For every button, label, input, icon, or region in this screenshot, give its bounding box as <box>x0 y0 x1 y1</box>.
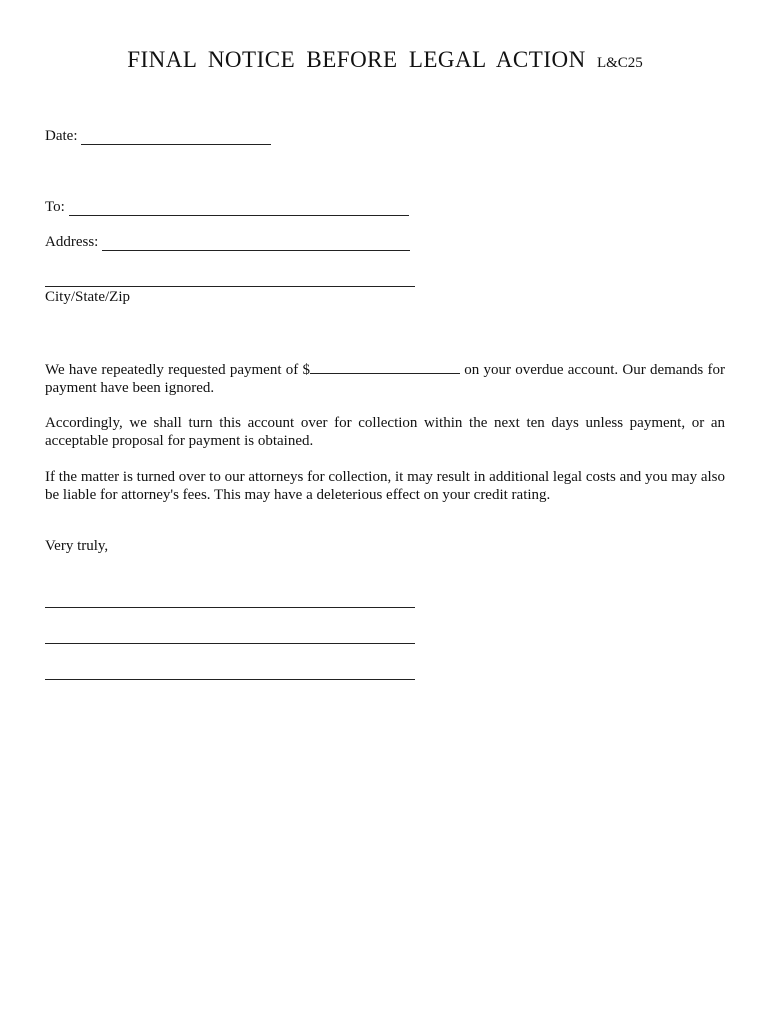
to-label: To: <box>45 199 65 215</box>
para1-after: on your overdue account. Our demands for payment have been ignored. <box>45 362 725 396</box>
paragraph-payment-request <box>45 360 725 397</box>
date-field <box>45 128 271 145</box>
city-state-zip-label: City/State/Zip <box>45 289 130 305</box>
to-field <box>45 199 409 216</box>
paragraph-legal-costs: If the matter is turned over to our attorneys for collection, it may result in additional legal costs and you may also be liable for attorney's fees. This may have a deleterious effect on your credit rating. <box>45 469 725 503</box>
address-label: Address: <box>45 234 99 250</box>
closing-text: Very truly, <box>45 538 109 554</box>
form-code: L&C25 <box>596 55 643 71</box>
address-field <box>45 234 410 251</box>
to-blank[interactable] <box>69 199 409 216</box>
signature-line-1[interactable] <box>45 607 415 608</box>
paragraph-collection-notice: Accordingly, we shall turn this account over for collection within the next ten days unless payment, or an acceptable proposal for payment is obtained. <box>45 415 725 449</box>
city-state-zip-line[interactable] <box>45 286 415 287</box>
date-blank[interactable] <box>81 128 271 145</box>
para1-before: We have repeatedly requested payment of $ <box>45 362 310 378</box>
signature-line-3[interactable] <box>45 679 415 680</box>
document-title <box>0 47 770 73</box>
amount-blank[interactable] <box>310 360 460 374</box>
address-blank[interactable] <box>102 234 410 251</box>
title-text: FINAL NOTICE BEFORE LEGAL ACTION <box>127 47 586 72</box>
date-label: Date: <box>45 128 78 144</box>
signature-line-2[interactable] <box>45 643 415 644</box>
